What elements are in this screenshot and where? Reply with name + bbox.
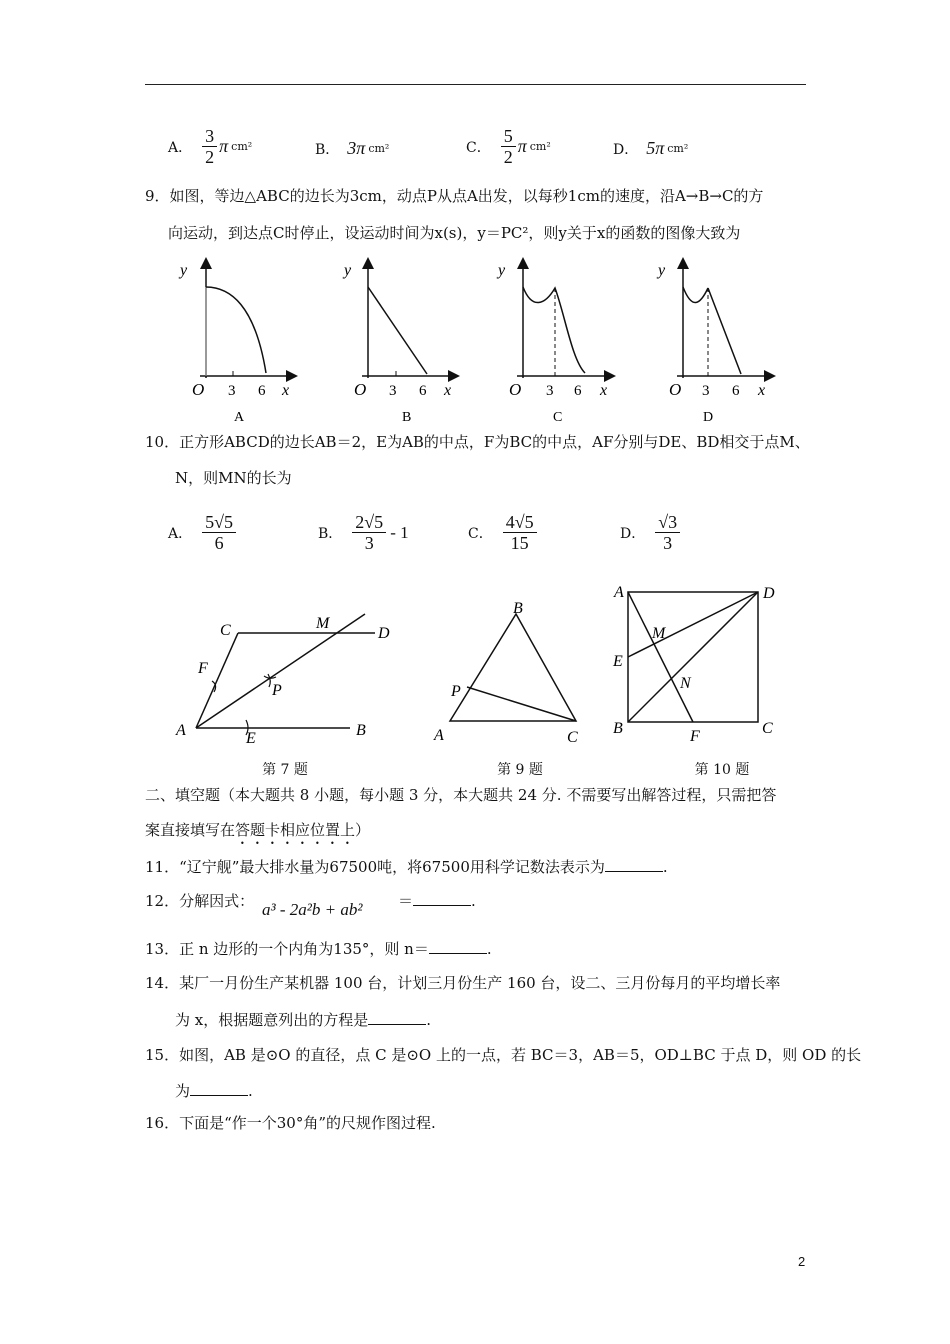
svg-text:B: B [513, 600, 523, 617]
figure-9 [433, 600, 578, 746]
svg-text:6: 6 [732, 383, 740, 399]
q12-expression: a³ - 2a²b + ab² [262, 900, 363, 919]
svg-text:P: P [451, 683, 461, 700]
q10-option-a: A． $\frac{5√5}{6}$ [168, 512, 238, 553]
svg-text:C: C [762, 720, 773, 737]
q10-option-b: B． $\frac{2√5}{3}$ - 1 [318, 512, 409, 553]
q8-option-a: A． $\frac{3}{2}$ π cm² [168, 126, 253, 167]
svg-text:x: x [600, 382, 608, 399]
graph-a-label: A [234, 410, 245, 425]
svg-text:C: C [567, 729, 578, 746]
svg-text:x: x [444, 382, 452, 399]
q10-option-d: D． $\frac{√3}{3}$ [620, 512, 682, 553]
page-number: 2 [798, 1254, 806, 1269]
svg-text:B: B [356, 722, 366, 739]
svg-text:6: 6 [258, 383, 266, 399]
section2-line2: 案直接填写在答题卡相应位置上） [145, 821, 371, 839]
q14-line1: 14．某厂一月份生产某机器 100 台，计划三月份生产 160 台，设二、三月份每月的平均增长率 [145, 974, 781, 992]
graph-a [178, 260, 295, 425]
svg-text:D: D [763, 585, 775, 602]
svg-text:O: O [669, 380, 682, 399]
figures [170, 578, 790, 753]
svg-text:E: E [613, 653, 623, 670]
caption-fig9: 第 9 题 [497, 762, 543, 778]
graph-d-label: D [703, 410, 714, 425]
svg-text:M: M [316, 615, 330, 632]
svg-text:O: O [509, 380, 522, 399]
figure-7 [175, 614, 390, 747]
q11: 11．“辽宁舰”最大排水量为67500吨，将67500用科学记数法表示为 . [145, 858, 668, 876]
svg-text:D: D [378, 625, 390, 642]
svg-text:x: x [282, 382, 290, 399]
graph-a-y: y [180, 262, 188, 279]
q9-graphs [170, 255, 790, 425]
svg-text:O: O [354, 380, 367, 399]
q16: 16．下面是“作一个30°角”的尺规作图过程. [145, 1114, 436, 1132]
q12-answer: ＝ . [398, 892, 476, 910]
svg-text:A: A [176, 722, 186, 739]
q15-line2: 为 . [175, 1082, 253, 1100]
q8-option-b: B． 3π cm² [315, 138, 390, 158]
graph-c-label: C [553, 410, 563, 425]
q15-line1: 15．如图，AB 是⊙O 的直径，点 C 是⊙O 上的一点，若 BC＝3，AB＝5，OD⊥BC 于点 D，则 OD 的长 [145, 1046, 862, 1064]
svg-text:y: y [658, 262, 666, 279]
caption-fig10: 第 10 题 [694, 762, 750, 778]
q12: 12．分解因式： [145, 892, 255, 910]
svg-text:3: 3 [702, 383, 710, 399]
svg-text:F: F [198, 660, 208, 677]
svg-text:6: 6 [419, 383, 427, 399]
graph-b [342, 260, 457, 425]
q10-line1: 10．正方形ABCD的边长AB＝2，E为AB的中点，F为BC的中点，AF分别与DE、BD相交于点M、 [145, 433, 810, 451]
q9-line2: 向运动，到达点C时停止，设运动时间为x(s)，y＝PC²，则y关于x的函数的图像大致为 [168, 224, 741, 242]
svg-text:6: 6 [574, 383, 582, 399]
svg-text:N: N [680, 675, 691, 692]
svg-text:3: 3 [228, 383, 236, 399]
graph-b-label: B [402, 410, 412, 425]
q10-line2: N，则MN的长为 [175, 469, 292, 487]
svg-text:x: x [758, 382, 766, 399]
q8-option-c: C． $\frac{5}{2}$ π cm² [466, 126, 551, 167]
graph-c [496, 260, 613, 425]
q14-line2: 为 x，根据题意列出的方程是 . [175, 1011, 432, 1029]
graph-d [656, 260, 773, 425]
svg-text:A: A [614, 584, 624, 601]
svg-text:P: P [272, 682, 282, 699]
svg-text:E: E [246, 730, 256, 747]
header-rule [145, 84, 806, 85]
svg-text:B: B [613, 720, 623, 737]
svg-text:y: y [498, 262, 506, 279]
q9-line1: 9．如图，等边△ABC的边长为3cm，动点P从点A出发，以每秒1cm的速度，沿A→B→C的方 [145, 187, 764, 205]
svg-text:3: 3 [389, 383, 397, 399]
svg-text:C: C [220, 622, 231, 639]
q8-option-d: D． 5π cm² [613, 138, 689, 158]
figure-10 [612, 584, 775, 745]
q13: 13．正 n 边形的一个内角为135°，则 n＝ . [145, 940, 492, 958]
svg-text:A: A [434, 727, 444, 744]
svg-text:y: y [344, 262, 352, 279]
caption-fig7: 第 7 题 [262, 762, 308, 778]
svg-text:3: 3 [546, 383, 554, 399]
section2-line1: 二、填空题（本大题共 8 小题，每小题 3 分，本大题共 24 分. 不需要写出解答过程，只需把答 [145, 786, 777, 804]
svg-text:F: F [690, 728, 700, 745]
svg-text:O: O [192, 380, 205, 399]
svg-text:M: M [652, 625, 666, 642]
q10-option-c: C． $\frac{4√5}{15}$ [468, 512, 539, 553]
